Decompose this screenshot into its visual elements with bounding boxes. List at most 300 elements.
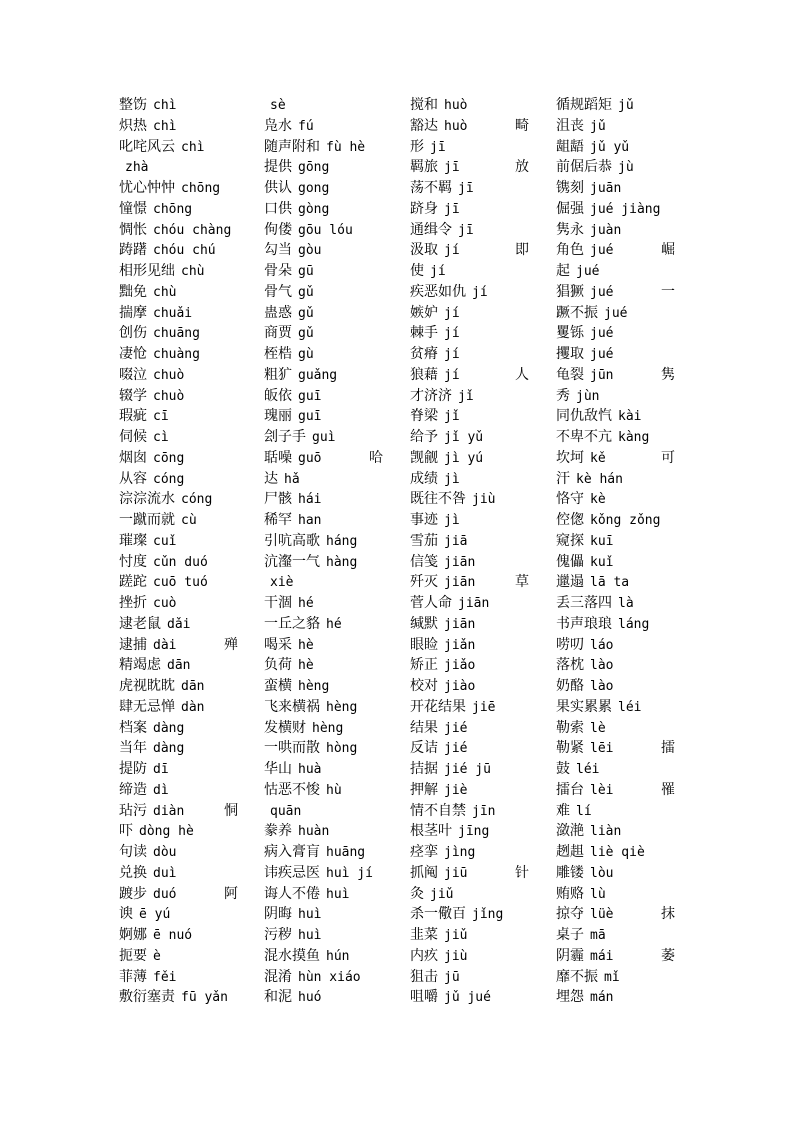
pinyin: quān — [270, 803, 302, 819]
pinyin: chuò — [153, 388, 185, 404]
vocab-word: 骨气 — [264, 283, 292, 300]
vocab-row — [264, 469, 409, 490]
vocab-row — [556, 759, 701, 780]
vocab-row — [264, 157, 409, 178]
vocab-row — [119, 137, 264, 158]
pinyin: jiǔ — [430, 886, 454, 902]
vocab-word: 隽永 — [556, 221, 584, 238]
vocab-word: 一哄而散 — [264, 740, 320, 757]
pinyin: jiǔ — [444, 928, 468, 943]
vocab-row — [556, 178, 701, 199]
vocab-word: 烟囱 — [119, 449, 147, 466]
pinyin: jǐng — [472, 907, 504, 923]
vocab-word: 尸骸 — [264, 491, 292, 508]
vocab-row — [556, 863, 701, 884]
vocab-row — [556, 925, 701, 946]
vocab-row — [410, 469, 555, 490]
vocab-word: 敷衍塞责 — [119, 989, 175, 1006]
vocab-row — [264, 531, 409, 552]
pinyin: jiè — [444, 782, 468, 798]
vocab-word: 开花结果 — [410, 698, 466, 715]
pinyin: jiē — [472, 699, 496, 715]
vocab-row — [119, 157, 264, 178]
vocab-word: 棘手 — [410, 325, 438, 342]
pinyin: kuǐ — [590, 554, 614, 570]
vocab-row — [119, 801, 264, 822]
vocab-row — [264, 199, 409, 220]
pinyin: hàng — [326, 554, 358, 570]
vocab-row — [410, 323, 555, 344]
vocab-row — [264, 95, 409, 116]
vocab-word: 辍学 — [119, 387, 147, 404]
vocab-row — [119, 344, 264, 365]
vocab-row — [410, 572, 555, 593]
vocab-word: 忧心忡忡 — [119, 180, 175, 196]
vocab-row — [410, 157, 555, 178]
vocab-word: 逮捕 — [119, 636, 147, 653]
vocab-row — [556, 967, 701, 988]
pinyin: jié — [444, 720, 468, 736]
wrapped-char: 恫 — [224, 802, 238, 819]
pinyin: chuǎi — [153, 305, 193, 321]
vocab-row — [556, 427, 701, 448]
vocab-row — [264, 967, 409, 988]
pinyin: gòu — [298, 243, 322, 259]
vocab-row — [556, 116, 701, 137]
vocab-row — [119, 655, 264, 676]
vocab-row — [264, 572, 409, 593]
pinyin: jǐ — [458, 388, 474, 404]
pinyin: jí — [444, 326, 460, 342]
vocab-word: 信笺 — [410, 553, 438, 570]
vocab-word: 角色 — [556, 242, 584, 259]
column-1 — [119, 95, 264, 1008]
vocab-row — [556, 614, 701, 635]
vocab-word: 邋遢 — [556, 574, 584, 591]
vocab-row — [119, 365, 264, 386]
pinyin: jiā — [444, 533, 468, 549]
pinyin: jǐ yǔ — [444, 430, 484, 445]
wrapped-char: 可 — [661, 449, 675, 466]
pinyin: cuō tuó — [153, 575, 208, 591]
vocab-row — [556, 946, 701, 967]
vocab-word: 咀嚼 — [410, 989, 438, 1006]
pinyin: jí — [444, 243, 460, 259]
vocab-row — [119, 946, 264, 967]
vocab-row — [410, 946, 555, 967]
vocab-row — [119, 614, 264, 635]
pinyin: cóng — [153, 471, 185, 487]
pinyin: guì — [312, 430, 336, 445]
vocab-row — [556, 780, 701, 801]
vocab-word: 倥偬 — [556, 512, 584, 528]
vocab-word: 憧憬 — [119, 200, 147, 217]
vocab-row — [119, 884, 264, 905]
vocab-row — [119, 635, 264, 656]
pinyin: chōng — [181, 181, 221, 196]
wrapped-char: 即 — [515, 242, 529, 259]
vocab-word: 勾当 — [264, 242, 292, 259]
vocab-row — [119, 489, 264, 510]
vocab-row — [264, 489, 409, 510]
pinyin: mán — [590, 990, 614, 1006]
pinyin: dòng hè — [139, 824, 194, 840]
vocab-word: 跻身 — [410, 200, 438, 217]
pinyin: jūn — [590, 367, 614, 383]
vocab-word: 汗 — [556, 470, 570, 487]
vocab-row — [410, 199, 555, 220]
pinyin: léi — [618, 699, 642, 715]
vocab-word: 靡不振 — [556, 968, 598, 985]
vocab-word: 趔趄 — [556, 844, 584, 860]
vocab-word: 校对 — [410, 678, 438, 694]
vocab-row — [119, 282, 264, 303]
vocab-row — [556, 676, 701, 697]
vocab-row — [410, 531, 555, 552]
vocab-row — [119, 448, 264, 469]
vocab-word: 沮丧 — [556, 117, 584, 134]
vocab-word: 佝偻 — [264, 221, 292, 238]
vocab-row — [556, 531, 701, 552]
vocab-row — [410, 116, 555, 137]
vocab-word: 事迹 — [410, 512, 438, 528]
pinyin: chù — [181, 264, 205, 279]
vocab-word: 引吭高歌 — [264, 532, 320, 549]
vocab-row — [556, 655, 701, 676]
vocab-row — [556, 323, 701, 344]
column-4 — [556, 95, 701, 1008]
pinyin: dān — [167, 658, 191, 674]
pinyin: lù — [590, 886, 606, 902]
pinyin: lè — [590, 720, 606, 736]
vocab-word: 脊梁 — [410, 408, 438, 425]
pinyin: jīn — [472, 803, 496, 819]
vocab-row — [410, 904, 555, 925]
column-2 — [264, 95, 409, 1008]
vocab-word: 负荷 — [264, 657, 292, 674]
vocab-word: 痉挛 — [410, 844, 438, 860]
vocab-row — [410, 448, 555, 469]
vocab-row — [264, 863, 409, 884]
pinyin: jí — [444, 367, 460, 383]
vocab-row — [410, 738, 555, 759]
vocab-word: 丢三落四 — [556, 595, 612, 611]
pinyin: jì — [444, 471, 460, 487]
vocab-word: 惆怅 — [119, 221, 147, 238]
pinyin: fěi — [153, 969, 177, 985]
pinyin: jué jiàng — [590, 201, 661, 217]
pinyin: ē yú — [139, 907, 171, 923]
vocab-row — [264, 738, 409, 759]
vocab-row — [410, 801, 555, 822]
vocab-word: 雪茄 — [410, 532, 438, 549]
vocab-word: 凫水 — [264, 117, 292, 134]
vocab-row — [264, 137, 409, 158]
vocab-word: 唠叨 — [556, 636, 584, 653]
vocab-word: 混淆 — [264, 968, 292, 985]
vocab-word: 疾恶如仇 — [410, 283, 466, 300]
vocab-row — [264, 801, 409, 822]
vocab-word: 龃龉 — [556, 138, 584, 155]
vocab-word: 眼睑 — [410, 636, 438, 653]
vocab-row — [556, 510, 701, 531]
vocab-row — [119, 676, 264, 697]
vocab-row — [119, 987, 264, 1008]
vocab-word: 通缉令 — [410, 221, 452, 238]
vocab-row — [410, 863, 555, 884]
vocab-word: 淙淙流水 — [119, 491, 175, 508]
pinyin: chōng — [153, 201, 193, 217]
vocab-row — [556, 282, 701, 303]
pinyin: gōu lóu — [298, 222, 353, 238]
vocab-row — [264, 759, 409, 780]
pinyin: jué — [590, 326, 614, 342]
vocab-word: 华山 — [264, 761, 292, 777]
vocab-word: 缄默 — [410, 615, 438, 632]
vocab-row — [264, 780, 409, 801]
vocab-row — [119, 697, 264, 718]
wrapped-char: 草 — [515, 574, 529, 591]
vocab-row — [410, 676, 555, 697]
pinyin: jiān — [444, 575, 476, 591]
pinyin: jì — [444, 513, 460, 528]
vocab-row — [556, 718, 701, 739]
pinyin: jué — [590, 347, 614, 362]
wrapped-char: 哈 — [369, 449, 383, 466]
vocab-row — [119, 863, 264, 884]
vocab-row — [556, 738, 701, 759]
pinyin: jué — [576, 264, 600, 279]
pinyin: dàn — [181, 699, 205, 715]
pinyin: jīng — [458, 824, 490, 840]
vocab-word: 汲取 — [410, 242, 438, 259]
pinyin: lí — [576, 803, 592, 819]
vocab-word: 刽子手 — [264, 429, 306, 445]
vocab-word: 奶酪 — [556, 678, 584, 694]
pinyin: dòu — [153, 845, 177, 860]
vocab-word: 嫉妒 — [410, 304, 438, 321]
pinyin: duó — [153, 886, 177, 902]
vocab-word: 怙恶不悛 — [264, 781, 320, 798]
vocab-word: 根茎叶 — [410, 823, 452, 840]
vocab-word: 秀 — [556, 387, 570, 404]
vocab-row — [264, 946, 409, 967]
vocab-word: 桌子 — [556, 927, 584, 943]
pinyin: kàng — [618, 430, 650, 445]
vocab-row — [264, 240, 409, 261]
vocab-word: 喝采 — [264, 636, 292, 653]
pinyin: jī — [430, 139, 446, 155]
vocab-row — [556, 697, 701, 718]
vocab-word: 一丘之貉 — [264, 615, 320, 632]
pinyin: juàn — [590, 222, 622, 238]
vocab-word: 结果 — [410, 719, 438, 736]
vocab-row — [119, 406, 264, 427]
pinyin: lào — [590, 658, 614, 674]
pinyin: jī — [444, 160, 460, 176]
pinyin: mā — [590, 928, 606, 943]
vocab-word: 狙击 — [410, 968, 438, 985]
pinyin: chuāng — [153, 326, 200, 342]
pinyin: gǔ — [298, 326, 314, 342]
vocab-word: 揣摩 — [119, 304, 147, 321]
vocab-word: 狼藉 — [410, 366, 438, 383]
vocab-row — [556, 95, 701, 116]
pinyin: sè — [270, 98, 286, 113]
pinyin: jǐ — [444, 409, 460, 425]
vocab-word: 蹉跎 — [119, 574, 147, 591]
vocab-row — [119, 427, 264, 448]
pinyin: hòng — [326, 741, 358, 757]
pinyin: dàng — [153, 720, 185, 736]
pinyin: jiǎo — [444, 658, 476, 674]
pinyin: huì jí — [326, 865, 373, 881]
wrapped-char: 抹 — [661, 906, 675, 923]
pinyin: hǎ — [284, 471, 300, 487]
vocab-row — [119, 178, 264, 199]
pinyin: kè hán — [576, 471, 623, 487]
vocab-word: 沆瀣一气 — [264, 553, 320, 570]
pinyin: dài — [153, 637, 177, 653]
vocab-word: 成绩 — [410, 470, 438, 487]
pinyin: jù — [618, 160, 634, 176]
pinyin: chuàng — [153, 347, 200, 362]
vocab-word: 炽热 — [119, 117, 147, 134]
vocab-word: 档案 — [119, 719, 147, 736]
pinyin: jí — [430, 264, 446, 279]
vocab-row — [119, 199, 264, 220]
vocab-word: 凄怆 — [119, 346, 147, 362]
vocab-row — [119, 718, 264, 739]
vocab-word: 肆无忌惮 — [119, 698, 175, 715]
vocab-word: 循规蹈矩 — [556, 97, 612, 113]
vocab-row — [556, 406, 701, 427]
pinyin: hè — [298, 658, 314, 674]
vocab-row — [119, 95, 264, 116]
vocab-row — [264, 406, 409, 427]
vocab-word: 韭菜 — [410, 927, 438, 943]
vocab-word: 瑕疵 — [119, 408, 147, 425]
vocab-word: 粗犷 — [264, 366, 292, 383]
vocab-word: 谀 — [119, 906, 133, 923]
pinyin: gōng — [298, 160, 330, 176]
vocab-row — [556, 448, 701, 469]
pinyin: fū yǎn — [181, 990, 228, 1006]
vocab-word: 虎视眈眈 — [119, 678, 175, 694]
vocab-row — [410, 967, 555, 988]
pinyin: dì — [153, 782, 169, 798]
pinyin: jī — [444, 201, 460, 217]
vocab-row — [410, 614, 555, 635]
vocab-row — [410, 365, 555, 386]
vocab-word: 内疚 — [410, 947, 438, 964]
vocab-word: 口供 — [264, 200, 292, 217]
vocab-word: 伺候 — [119, 429, 147, 445]
vocab-word: 勒紧 — [556, 740, 584, 757]
vocab-word: 给予 — [410, 429, 438, 445]
pinyin: è — [153, 948, 161, 964]
pinyin: lào — [590, 679, 614, 694]
vocab-word: 傀儡 — [556, 553, 584, 570]
vocab-row — [556, 199, 701, 220]
vocab-row — [119, 261, 264, 282]
pinyin: háng — [326, 533, 358, 549]
vocab-row — [119, 220, 264, 241]
pinyin: jiǎn — [444, 637, 476, 653]
pinyin: cóng — [181, 492, 213, 508]
pinyin: hé — [298, 596, 314, 611]
vocab-row — [556, 344, 701, 365]
vocab-row — [410, 489, 555, 510]
vocab-row — [264, 593, 409, 614]
vocab-row — [119, 967, 264, 988]
pinyin: chì — [153, 98, 177, 113]
vocab-row — [264, 448, 409, 469]
pinyin: ē nuó — [153, 928, 193, 943]
wrapped-char: 罹 — [661, 781, 675, 798]
vocab-row — [410, 240, 555, 261]
pinyin: juān — [590, 181, 622, 196]
vocab-row — [556, 572, 701, 593]
vocab-row — [410, 655, 555, 676]
vocab-row — [119, 469, 264, 490]
vocab-row — [410, 697, 555, 718]
vocab-word: 潋滟 — [556, 823, 584, 840]
vocab-row — [264, 884, 409, 905]
vocab-word: 情不自禁 — [410, 802, 466, 819]
vocab-row — [410, 718, 555, 739]
vocab-word: 璀璨 — [119, 532, 147, 549]
vocab-word: 荡不羁 — [410, 180, 452, 196]
vocab-word: 蹶不振 — [556, 304, 598, 321]
vocab-row — [556, 386, 701, 407]
vocab-row — [264, 261, 409, 282]
vocab-row — [556, 157, 701, 178]
vocab-word: 啜泣 — [119, 366, 147, 383]
vocab-word: 缔造 — [119, 781, 147, 798]
pinyin: liè qiè — [590, 845, 645, 860]
vocab-word: 干涸 — [264, 595, 292, 611]
vocab-word: 觊觎 — [410, 449, 438, 466]
vocab-row — [556, 884, 701, 905]
column-3 — [410, 95, 555, 1008]
vocab-row — [556, 365, 701, 386]
vocab-word: 歼灭 — [410, 574, 438, 591]
vocab-word: 反诘 — [410, 740, 438, 757]
vocab-word: 创伤 — [119, 325, 147, 342]
vocab-row — [410, 884, 555, 905]
vocab-word: 聒噪 — [264, 449, 292, 466]
vocab-word: 埋怨 — [556, 989, 584, 1006]
vocab-row — [556, 801, 701, 822]
pinyin: là — [618, 596, 634, 611]
pinyin: lèi — [590, 782, 614, 798]
vocab-row — [264, 821, 409, 842]
pinyin: jiū — [444, 865, 468, 881]
pinyin: mǐ — [604, 969, 620, 985]
wrapped-char: 萎 — [661, 947, 675, 964]
vocab-row — [410, 386, 555, 407]
vocab-row — [119, 925, 264, 946]
pinyin: guǎng — [298, 367, 338, 383]
vocab-row — [410, 759, 555, 780]
vocab-word: 婀娜 — [119, 927, 147, 943]
pinyin: liàn — [590, 824, 622, 840]
pinyin: dǎi — [167, 616, 191, 632]
pinyin: fù hè — [326, 139, 366, 155]
vocab-word: 踌躇 — [119, 242, 147, 259]
pinyin: lòu — [590, 865, 614, 881]
